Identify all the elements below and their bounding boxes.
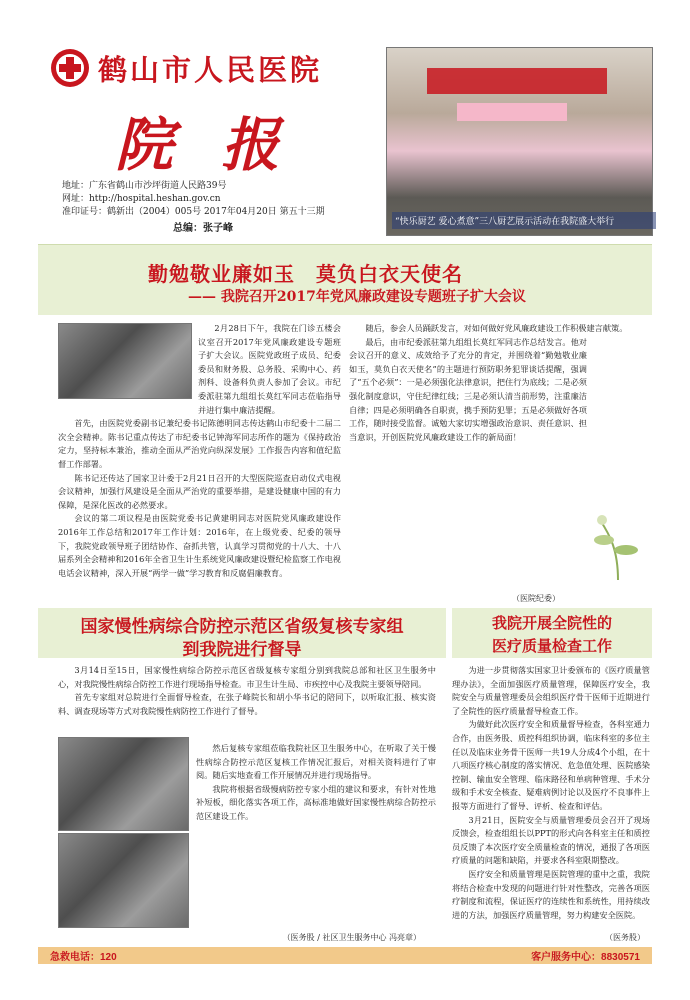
article3-headline2: 医疗质量检查工作 (491, 637, 612, 655)
paper-name: 院 报 (115, 111, 294, 179)
article3-p4: 医疗安全和质量管理是医院管理的重中之重，我院将结合检查中发现的问题进行针对性整改，完善各项医疗制度和流程，保证医疗的连续性和系统性，用持续改进的方法，加强医疗质量管理，努力构建安全医院。 (452, 868, 650, 920)
hospital-name: 鹤山市人民医院 (98, 53, 323, 87)
license-issue: 准印证号：鹤新出（2004）005号 2017年04月20日 第五十三期 (62, 207, 325, 217)
top-photo (386, 47, 653, 236)
emergency-phone: 急救电话：120 (50, 952, 117, 963)
article1-credit: （医院纪委） (512, 594, 560, 603)
article2-p4: 我院将根据省级慢病防控专家小组的建议和要求，有针对性地补短板，细化落实各项工作，高标准地做好国家慢性病综合防控示范区建设工作。 (196, 783, 436, 821)
article2-p2: 首先专家组对总院进行全面督导检查，在张子峰院长和胡小华书记的陪同下，以听取汇报、核实资料、调查现场等方式对我院慢性病防控工作进行了督导。 (58, 692, 436, 716)
article3-p1: 为进一步贯彻落实国家卫计委颁布的《医疗质量管理办法》，全面加强医疗质量管理，保障医疗安全，我院安全与质量管理委员会组织医疗骨干医师于近期进行了全院性的医疗质量督导检查工作。 (452, 665, 650, 716)
photo-banner (427, 68, 607, 94)
article2-headline2: 到我院进行督导 (182, 640, 302, 660)
top-photo-caption: “快乐厨艺 爱心煮意”三八厨艺展示活动在我院盛大举行 (392, 212, 656, 229)
article1-banner (38, 244, 652, 315)
article1-p4: 会议的第二项议程是由医院党委书记黄建明同志对医院党风廉政建设作2016年工作总结和2017年工作计划：2016年，在上级党委、纪委的领导下，我院党政领导班子团结协作、奋抓共管，认真学习贯彻党的十八大、十八届系列全会精神和2016年全省卫生计生系统党风廉政建设暨纪检监察工作电视电话会议精神，深入开展“两学一做”学习教育和反腐倡廉教育。 (58, 513, 341, 578)
article1-p1: 2月28日下午，我院在门诊五楼会议室召开2017年党风廉政建设专题班子扩大会议。医院党政班子成员、纪委委员和财务股、总务股、采购中心、药剂科、设备科负责人参加了会议。市纪委派驻第九组组长莫红军同志莅临指导并进行集中廉洁提醒。 (198, 323, 341, 415)
article2-headline: 国家慢性病综合防控示范区省级复核专家组 (80, 617, 404, 637)
review-photo-2 (58, 833, 189, 928)
website: 网址：http://hospital.heshan.gov.cn (62, 194, 221, 204)
article2-p1: 3月14日至15日，国家慢性病综合防控示范区省级复核专家组分别到我院总部和社区卫生服务中心，对我院慢性病综合防控工作进行现场指导检查。市卫生计生局、市疾控中心及我院主要领导陪同。 (58, 665, 436, 689)
footer-bar (38, 947, 652, 964)
article2-headline-box (38, 608, 446, 658)
article3-p2: 为做好此次医疗安全和质量督导检查，各科室通力合作，由医务股、质控科组织协调，临床科室的多位主任以及临床业务骨干医师一共19人分成4个小组，在十八项医疗核心制度的落实情况、危急值处理、医院感染控制、输血安全管理、临床路径和单病种管理、手术分级和手术安全核查、疑难病例讨论以及医疗不良事件上报等方面进行了督导、评析、检查和评估。 (452, 719, 650, 811)
article3-headline-box (452, 608, 652, 658)
address: 地址：广东省鹤山市沙坪街道人民路39号 (62, 181, 227, 191)
article2-p3: 然后复核专家组莅临我院社区卫生服务中心，在听取了关于慢性病综合防控示范区复核工作情况汇报后，对相关资料进行了审阅。随后实地查看工作开展情况并进行现场指导。 (196, 743, 436, 781)
hospital-logo (50, 48, 90, 88)
decorative-plant (590, 510, 645, 580)
article2-credit: （医务股 / 社区卫生服务中心 冯亮章） (282, 933, 421, 942)
article1-p6: 最后，由市纪委派驻第九组组长莫红军同志作总结发言。他对会议召开的意义、成效给予了充分的肯定，并围绕着“勤勉敬业廉如玉，莫负白衣天使名”的主题进行预防职务犯罪谈话提醒，强调了“五个必须”：一是必须强化法律意识，把住行为底线；二是必须强化制度意识，守住纪律红线；三是必须认清当前形势，注重廉洁自律；四是必须明确各自职责，携手预防犯罪；五是必须做好各项工作，随时接受监督。诚勉大家切实增强政治意识、责任意识、担当意识，开创医院党风廉政建设工作的新局面！ (349, 336, 587, 442)
article3-p3: 3月21日，医院安全与质量管理委员会召开了现场反馈会，检查组组长以PPT的形式向各科室主任和质控员反馈了本次医疗安全质量检查的情况，通报了各项医疗质量的问题和缺陷，并要求各科室限期整改。 (452, 814, 650, 866)
article1-p2: 首先，由医院党委副书记兼纪委书记陈德明同志传达鹤山市纪委十二届二次全会精神。陈书记重点传达了市纪委书记钟海军同志所作的题为《保持政治定力，坚持标本兼治，推动全面从严治党向纵深发展》工作报告内容和值纪监督工作部署。 (58, 418, 341, 469)
article1-subheadline: —— 我院召开2017年党风廉政建设专题班子扩大会议 (188, 289, 526, 305)
photo-sign (457, 103, 567, 121)
chief-editor: 总编：张子峰 (173, 223, 233, 234)
article1-p3: 陈书记还传达了国家卫计委于2月21日召开的大型医院巡查启动仪式电视会议精神，加强行风建设是全面从严治党的重要举措，是建设健康中国的有力保障，是深化医改的必然要求。 (58, 472, 341, 510)
article1-p5: 随后，参会人员踊跃发言，对如何做好党风廉政建设工作积极建言献策。 (365, 323, 628, 333)
article1-headline: 勤勉敬业廉如玉 莫负白衣天使名 (148, 262, 463, 286)
article3-credit: （医务股） (605, 933, 645, 942)
service-phone: 客户服务中心：8830571 (531, 952, 640, 963)
review-photo-1 (58, 737, 189, 831)
article3-headline: 我院开展全院性的 (491, 614, 612, 632)
